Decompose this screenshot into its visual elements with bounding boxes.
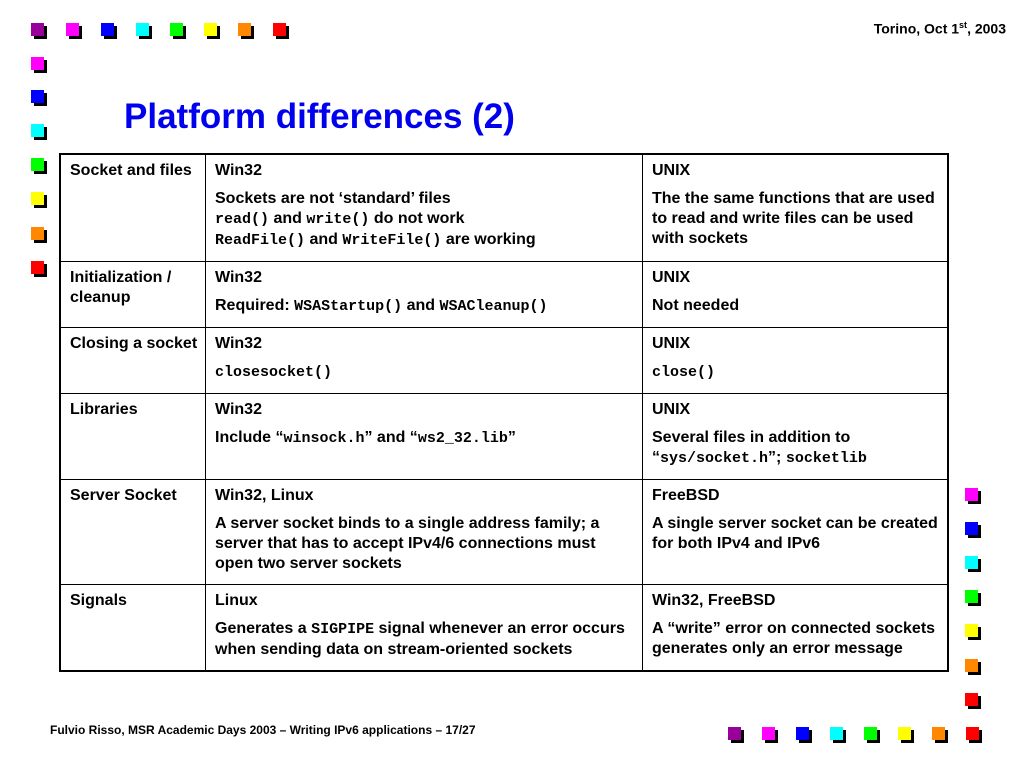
- table-row: [60, 262, 948, 328]
- platform-b-cell: [643, 262, 949, 328]
- text-fragment: and: [269, 210, 307, 227]
- platform-b-description: [652, 296, 940, 316]
- platform-b-label: UNIX: [652, 401, 691, 418]
- platform-a-label: Win32: [215, 335, 262, 352]
- text-fragment: ” and “: [364, 429, 418, 446]
- platform-a-cell: [206, 328, 643, 394]
- text-fragment: A single server socket can be created for both IPv4 and IPv6: [652, 515, 938, 552]
- platform-a-cell: [206, 480, 643, 585]
- platform-b-description: [652, 619, 940, 659]
- platform-b-description: [652, 189, 940, 249]
- platform-b-label: UNIX: [652, 269, 691, 286]
- text-fragment: A “write” error on connected sockets generates only an error message: [652, 620, 936, 657]
- slide-title: Platform differences (2): [124, 97, 515, 136]
- platform-b-label: Win32, FreeBSD: [652, 592, 776, 609]
- code-text: winsock.h: [283, 430, 365, 447]
- platform-b-description: [652, 362, 940, 383]
- decor-square: [66, 23, 79, 36]
- text-fragment: A server socket binds to a single address family; a server that has to accept IPv4/6 connections must open two server sockets: [215, 515, 600, 572]
- platform-a-description: [215, 189, 635, 251]
- decor-square: [31, 23, 44, 36]
- code-text: WSACleanup(): [439, 298, 548, 315]
- code-text: read(): [215, 211, 270, 228]
- decor-square: [965, 556, 978, 569]
- platform-a-label: Win32: [215, 269, 262, 286]
- text-fragment: and: [402, 297, 440, 314]
- decor-square: [31, 124, 44, 137]
- comparison-table: [59, 153, 949, 672]
- decor-square: [796, 727, 809, 740]
- text-fragment: Sockets are not ‘standard’ files: [215, 190, 451, 207]
- platform-a-description: [215, 514, 635, 574]
- platform-a-description: [215, 619, 635, 660]
- code-text: ReadFile(): [215, 232, 306, 249]
- code-text: WSAStartup(): [294, 298, 403, 315]
- platform-a-description: [215, 296, 635, 317]
- slide-footer: Fulvio Risso, MSR Academic Days 2003 – Writing IPv6 applications – 17/27: [50, 723, 476, 737]
- text-fragment: Not needed: [652, 297, 740, 314]
- platform-b-description: [652, 514, 940, 554]
- platform-b-description: [652, 428, 940, 469]
- code-text: sys/socket.h: [660, 450, 769, 467]
- platform-b-cell: [643, 480, 949, 585]
- platform-b-label: UNIX: [652, 162, 691, 179]
- decor-square: [204, 23, 217, 36]
- decor-square: [101, 23, 114, 36]
- text-fragment: signal whenever an error occurs when sending data on stream-oriented sockets: [215, 620, 625, 658]
- decor-square: [136, 23, 149, 36]
- decor-square: [170, 23, 183, 36]
- code-text: closesocket(): [215, 364, 333, 381]
- platform-a-description: [215, 362, 635, 383]
- platform-a-cell: [206, 585, 643, 672]
- decor-square: [238, 23, 251, 36]
- platform-a-label: Win32: [215, 162, 262, 179]
- decor-square: [932, 727, 945, 740]
- decor-square: [31, 158, 44, 171]
- date-suffix: , 2003: [967, 20, 1006, 37]
- decor-square: [965, 522, 978, 535]
- decor-square: [31, 90, 44, 103]
- text-fragment: Several files in addition to “: [652, 429, 851, 466]
- code-text: write(): [306, 211, 370, 228]
- platform-b-label: UNIX: [652, 335, 691, 352]
- platform-a-label: Win32: [215, 401, 262, 418]
- decor-square: [965, 693, 978, 706]
- decor-square: [965, 488, 978, 501]
- table-row: [60, 328, 948, 394]
- row-topic: Server Socket: [60, 480, 206, 585]
- platform-a-cell: [206, 394, 643, 480]
- decor-square: [762, 727, 775, 740]
- code-text: WriteFile(): [342, 232, 442, 249]
- platform-b-cell: [643, 154, 949, 262]
- decor-square: [864, 727, 877, 740]
- code-text: close(): [652, 364, 716, 381]
- text-fragment: ”: [507, 429, 516, 446]
- row-topic: Closing a socket: [60, 328, 206, 394]
- decor-square: [965, 624, 978, 637]
- row-topic: Initialization / cleanup: [60, 262, 206, 328]
- platform-a-label: Linux: [215, 592, 258, 609]
- slide-date: [874, 20, 1006, 37]
- decor-square: [31, 192, 44, 205]
- text-fragment: Generates a: [215, 620, 312, 637]
- platform-a-cell: [206, 262, 643, 328]
- text-fragment: do not work: [369, 210, 465, 227]
- platform-b-cell: [643, 585, 949, 672]
- decor-square: [965, 659, 978, 672]
- row-topic: Socket and files: [60, 154, 206, 262]
- decor-square: [31, 57, 44, 70]
- platform-a-label: Win32, Linux: [215, 487, 314, 504]
- code-text: SIGPIPE: [311, 621, 375, 638]
- table-row: [60, 394, 948, 480]
- text-fragment: ”;: [768, 449, 786, 466]
- code-text: ws2_32.lib: [417, 430, 508, 447]
- platform-a-cell: [206, 154, 643, 262]
- table-row: [60, 585, 948, 672]
- decor-square: [966, 727, 979, 740]
- text-fragment: The the same functions that are used to read and write files can be used with sockets: [652, 190, 935, 247]
- text-fragment: are working: [441, 231, 536, 248]
- date-superscript: st: [959, 20, 968, 30]
- decor-square: [965, 590, 978, 603]
- text-fragment: Required:: [215, 297, 295, 314]
- platform-a-description: [215, 428, 635, 449]
- text-fragment: Include “: [215, 429, 284, 446]
- platform-b-cell: [643, 328, 949, 394]
- table-row: [60, 154, 948, 262]
- decor-square: [898, 727, 911, 740]
- comparison-table-body: [60, 154, 948, 671]
- decor-square: [728, 727, 741, 740]
- row-topic: Libraries: [60, 394, 206, 480]
- row-topic: Signals: [60, 585, 206, 672]
- decor-square: [31, 227, 44, 240]
- decor-square: [31, 261, 44, 274]
- decor-square: [830, 727, 843, 740]
- platform-b-cell: [643, 394, 949, 480]
- decor-square: [273, 23, 286, 36]
- table-row: [60, 480, 948, 585]
- platform-b-label: FreeBSD: [652, 487, 720, 504]
- date-prefix: Torino, Oct 1: [873, 20, 960, 37]
- text-fragment: and: [305, 231, 343, 248]
- code-text: socketlib: [785, 450, 867, 467]
